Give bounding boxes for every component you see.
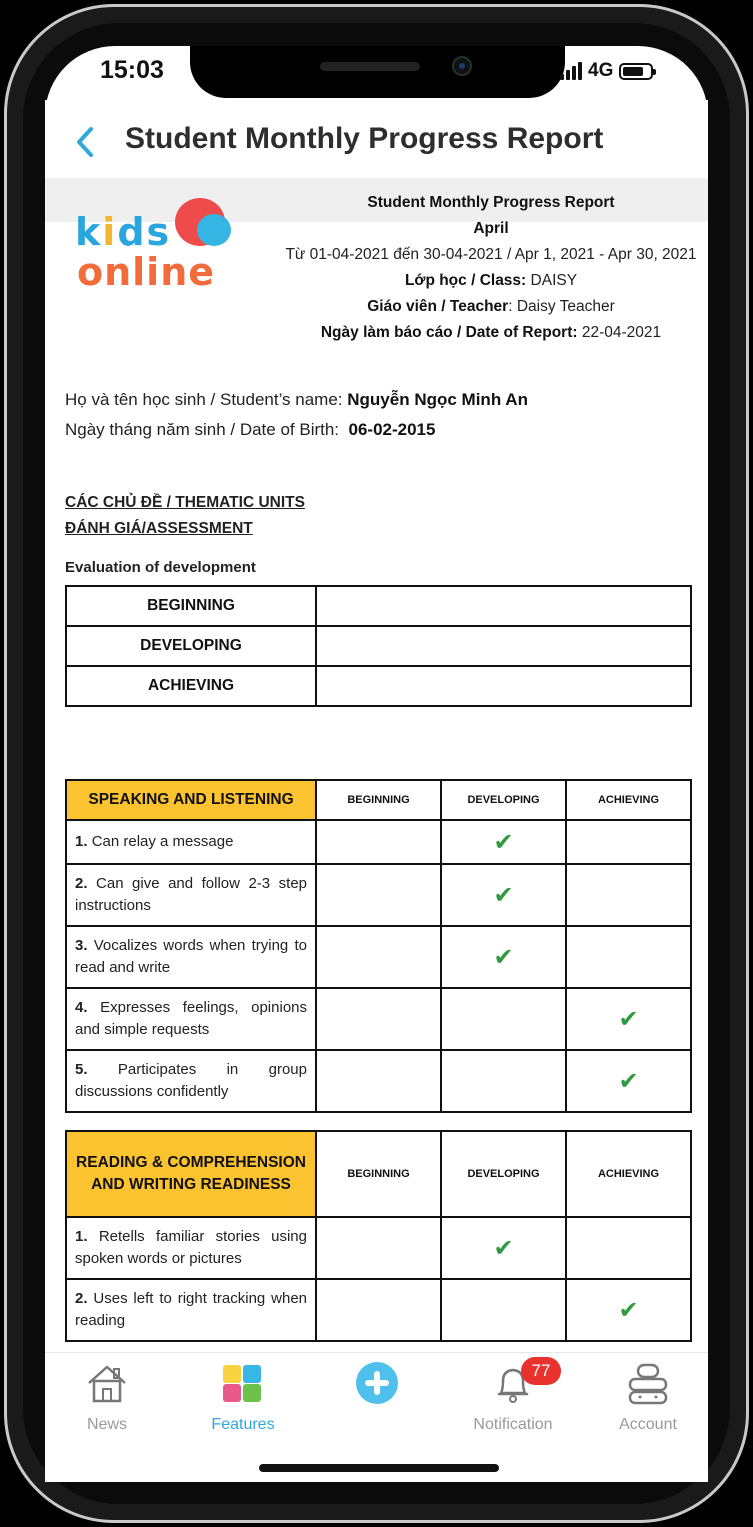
thematic-units-label: CÁC CHỦ ĐỀ / THEMATIC UNITS bbox=[65, 494, 305, 511]
student-name-label: Họ và tên học sinh / Student’s name: bbox=[65, 390, 343, 409]
skill-number: 2. bbox=[75, 875, 88, 892]
thematic-units-heading bbox=[65, 490, 305, 542]
tab-account[interactable] bbox=[588, 1361, 708, 1434]
report-month: April bbox=[473, 220, 509, 237]
level-cell bbox=[441, 926, 566, 988]
skill-row bbox=[66, 864, 691, 926]
skill-description bbox=[66, 820, 316, 864]
reading-writing-table bbox=[65, 1130, 692, 1342]
level-cell bbox=[566, 1050, 691, 1112]
tab-label: Notification bbox=[473, 1416, 553, 1433]
skill-text: Uses left to right tracking when reading bbox=[75, 1290, 307, 1329]
skill-description bbox=[66, 926, 316, 988]
level-cell bbox=[441, 988, 566, 1050]
level-cell bbox=[316, 988, 441, 1050]
skill-text: Vocalizes words when trying to read and write bbox=[75, 937, 307, 976]
signal-icon bbox=[560, 62, 582, 80]
kids-online-logo bbox=[65, 192, 255, 302]
class-label: Lớp học / Class: bbox=[404, 272, 527, 289]
plus-icon bbox=[355, 1361, 399, 1405]
dob-value: 06-02-2015 bbox=[348, 420, 436, 439]
tab-label: Features bbox=[211, 1416, 275, 1433]
level-cell bbox=[441, 820, 566, 864]
skill-row bbox=[66, 820, 691, 864]
battery-icon bbox=[619, 63, 653, 80]
level-cell bbox=[441, 864, 566, 926]
skill-number: 1. bbox=[75, 1228, 88, 1245]
skill-description bbox=[66, 1050, 316, 1112]
skill-row bbox=[66, 988, 691, 1050]
home-indicator bbox=[259, 1464, 499, 1472]
skill-text: Participates in group discussions confidently bbox=[75, 1061, 307, 1100]
date-label: Ngày làm báo cáo / Date of Report: bbox=[320, 324, 578, 341]
level-label: ACHIEVING bbox=[66, 666, 316, 706]
checkmark-icon: ✔ bbox=[618, 1067, 639, 1095]
level-label: DEVELOPING bbox=[66, 626, 316, 666]
skill-row bbox=[66, 1279, 691, 1341]
network-label: 4G bbox=[588, 60, 614, 81]
class-value: DAISY bbox=[530, 272, 578, 289]
student-info bbox=[65, 385, 528, 445]
teacher-value: : Daisy Teacher bbox=[508, 298, 615, 315]
speaking-listening-table bbox=[65, 779, 692, 1113]
category-header: READING & COMPREHENSION AND WRITING READINESS bbox=[66, 1131, 316, 1217]
column-header: ACHIEVING bbox=[566, 1131, 691, 1217]
notification-badge: 77 bbox=[521, 1357, 561, 1385]
level-cell bbox=[566, 926, 691, 988]
tab-add[interactable] bbox=[317, 1361, 437, 1410]
logo-kids-text: kids bbox=[75, 210, 172, 254]
checkmark-icon: ✔ bbox=[493, 828, 514, 856]
tab-notification[interactable] bbox=[453, 1361, 573, 1434]
column-header: ACHIEVING bbox=[566, 780, 691, 820]
skill-row bbox=[66, 1050, 691, 1112]
level-cell bbox=[566, 820, 691, 864]
student-name-value: Nguyễn Ngọc Minh An bbox=[347, 390, 528, 409]
level-cell bbox=[316, 820, 441, 864]
skill-number: 4. bbox=[75, 999, 88, 1016]
camera-icon bbox=[452, 56, 472, 76]
notch bbox=[190, 46, 565, 98]
status-time: 15:03 bbox=[100, 56, 164, 84]
level-cell bbox=[316, 1279, 441, 1341]
report-content[interactable] bbox=[45, 178, 708, 1352]
level-cell bbox=[566, 1217, 691, 1279]
skill-text: Retells familiar stories using spoken words or pictures bbox=[75, 1228, 307, 1267]
account-icon bbox=[626, 1361, 670, 1405]
status-indicators bbox=[560, 60, 653, 82]
level-cell bbox=[566, 1279, 691, 1341]
header bbox=[45, 100, 708, 178]
checkmark-icon: ✔ bbox=[618, 1005, 639, 1033]
tab-label: Account bbox=[619, 1416, 677, 1433]
puzzle-icon bbox=[221, 1361, 265, 1405]
column-header: BEGINNING bbox=[316, 1131, 441, 1217]
column-header: DEVELOPING bbox=[441, 1131, 566, 1217]
skill-description bbox=[66, 864, 316, 926]
tab-label: News bbox=[86, 1416, 127, 1433]
level-cell bbox=[316, 1050, 441, 1112]
skill-text: Can give and follow 2-3 step instructions bbox=[75, 875, 308, 914]
skill-number: 3. bbox=[75, 937, 88, 954]
skill-description bbox=[66, 988, 316, 1050]
skill-number: 1. bbox=[75, 833, 88, 850]
skill-description bbox=[66, 1279, 316, 1341]
checkmark-icon: ✔ bbox=[493, 1234, 514, 1262]
level-cell bbox=[316, 926, 441, 988]
tab-news[interactable] bbox=[47, 1361, 167, 1434]
date-value: 22-04-2021 bbox=[581, 324, 662, 341]
column-header: DEVELOPING bbox=[441, 780, 566, 820]
speech-bubble-icon bbox=[197, 214, 231, 246]
page-title: Student Monthly Progress Report bbox=[125, 122, 604, 155]
level-cell bbox=[316, 1217, 441, 1279]
skill-row bbox=[66, 1217, 691, 1279]
report-period: Từ 01-04-2021 đến 30-04-2021 / Apr 1, 2021 - Apr 30, 2021 bbox=[285, 246, 697, 263]
checkmark-icon: ✔ bbox=[493, 943, 514, 971]
skill-number: 2. bbox=[75, 1290, 88, 1307]
skill-row bbox=[66, 926, 691, 988]
level-cell bbox=[441, 1050, 566, 1112]
skill-number: 5. bbox=[75, 1061, 88, 1078]
category-header: SPEAKING AND LISTENING bbox=[66, 780, 316, 820]
bottom-tab-bar bbox=[45, 1352, 708, 1482]
column-header: BEGINNING bbox=[316, 780, 441, 820]
skill-text: Can relay a message bbox=[91, 833, 234, 850]
assessment-label: ĐÁNH GIÁ/ASSESSMENT bbox=[65, 520, 253, 537]
level-cell bbox=[566, 864, 691, 926]
teacher-label: Giáo viên / Teacher bbox=[367, 298, 509, 315]
house-icon bbox=[85, 1361, 129, 1405]
level-cell bbox=[316, 864, 441, 926]
skill-text: Expresses feelings, opinions and simple requests bbox=[75, 999, 308, 1038]
dob-label: Ngày tháng năm sinh / Date of Birth: bbox=[65, 420, 340, 439]
report-heading bbox=[285, 190, 697, 346]
level-label: BEGINNING bbox=[66, 586, 316, 626]
logo-online-text: online bbox=[77, 250, 216, 294]
skill-description bbox=[66, 1217, 316, 1279]
report-title: Student Monthly Progress Report bbox=[367, 194, 615, 211]
level-cell bbox=[566, 988, 691, 1050]
level-cell bbox=[441, 1279, 566, 1341]
checkmark-icon: ✔ bbox=[618, 1296, 639, 1324]
evaluation-legend-table bbox=[65, 585, 692, 707]
checkmark-icon: ✔ bbox=[493, 881, 514, 909]
tab-features[interactable] bbox=[183, 1361, 303, 1434]
level-cell bbox=[441, 1217, 566, 1279]
evaluation-title: Evaluation of development bbox=[65, 559, 256, 576]
back-arrow-icon[interactable] bbox=[71, 124, 101, 160]
